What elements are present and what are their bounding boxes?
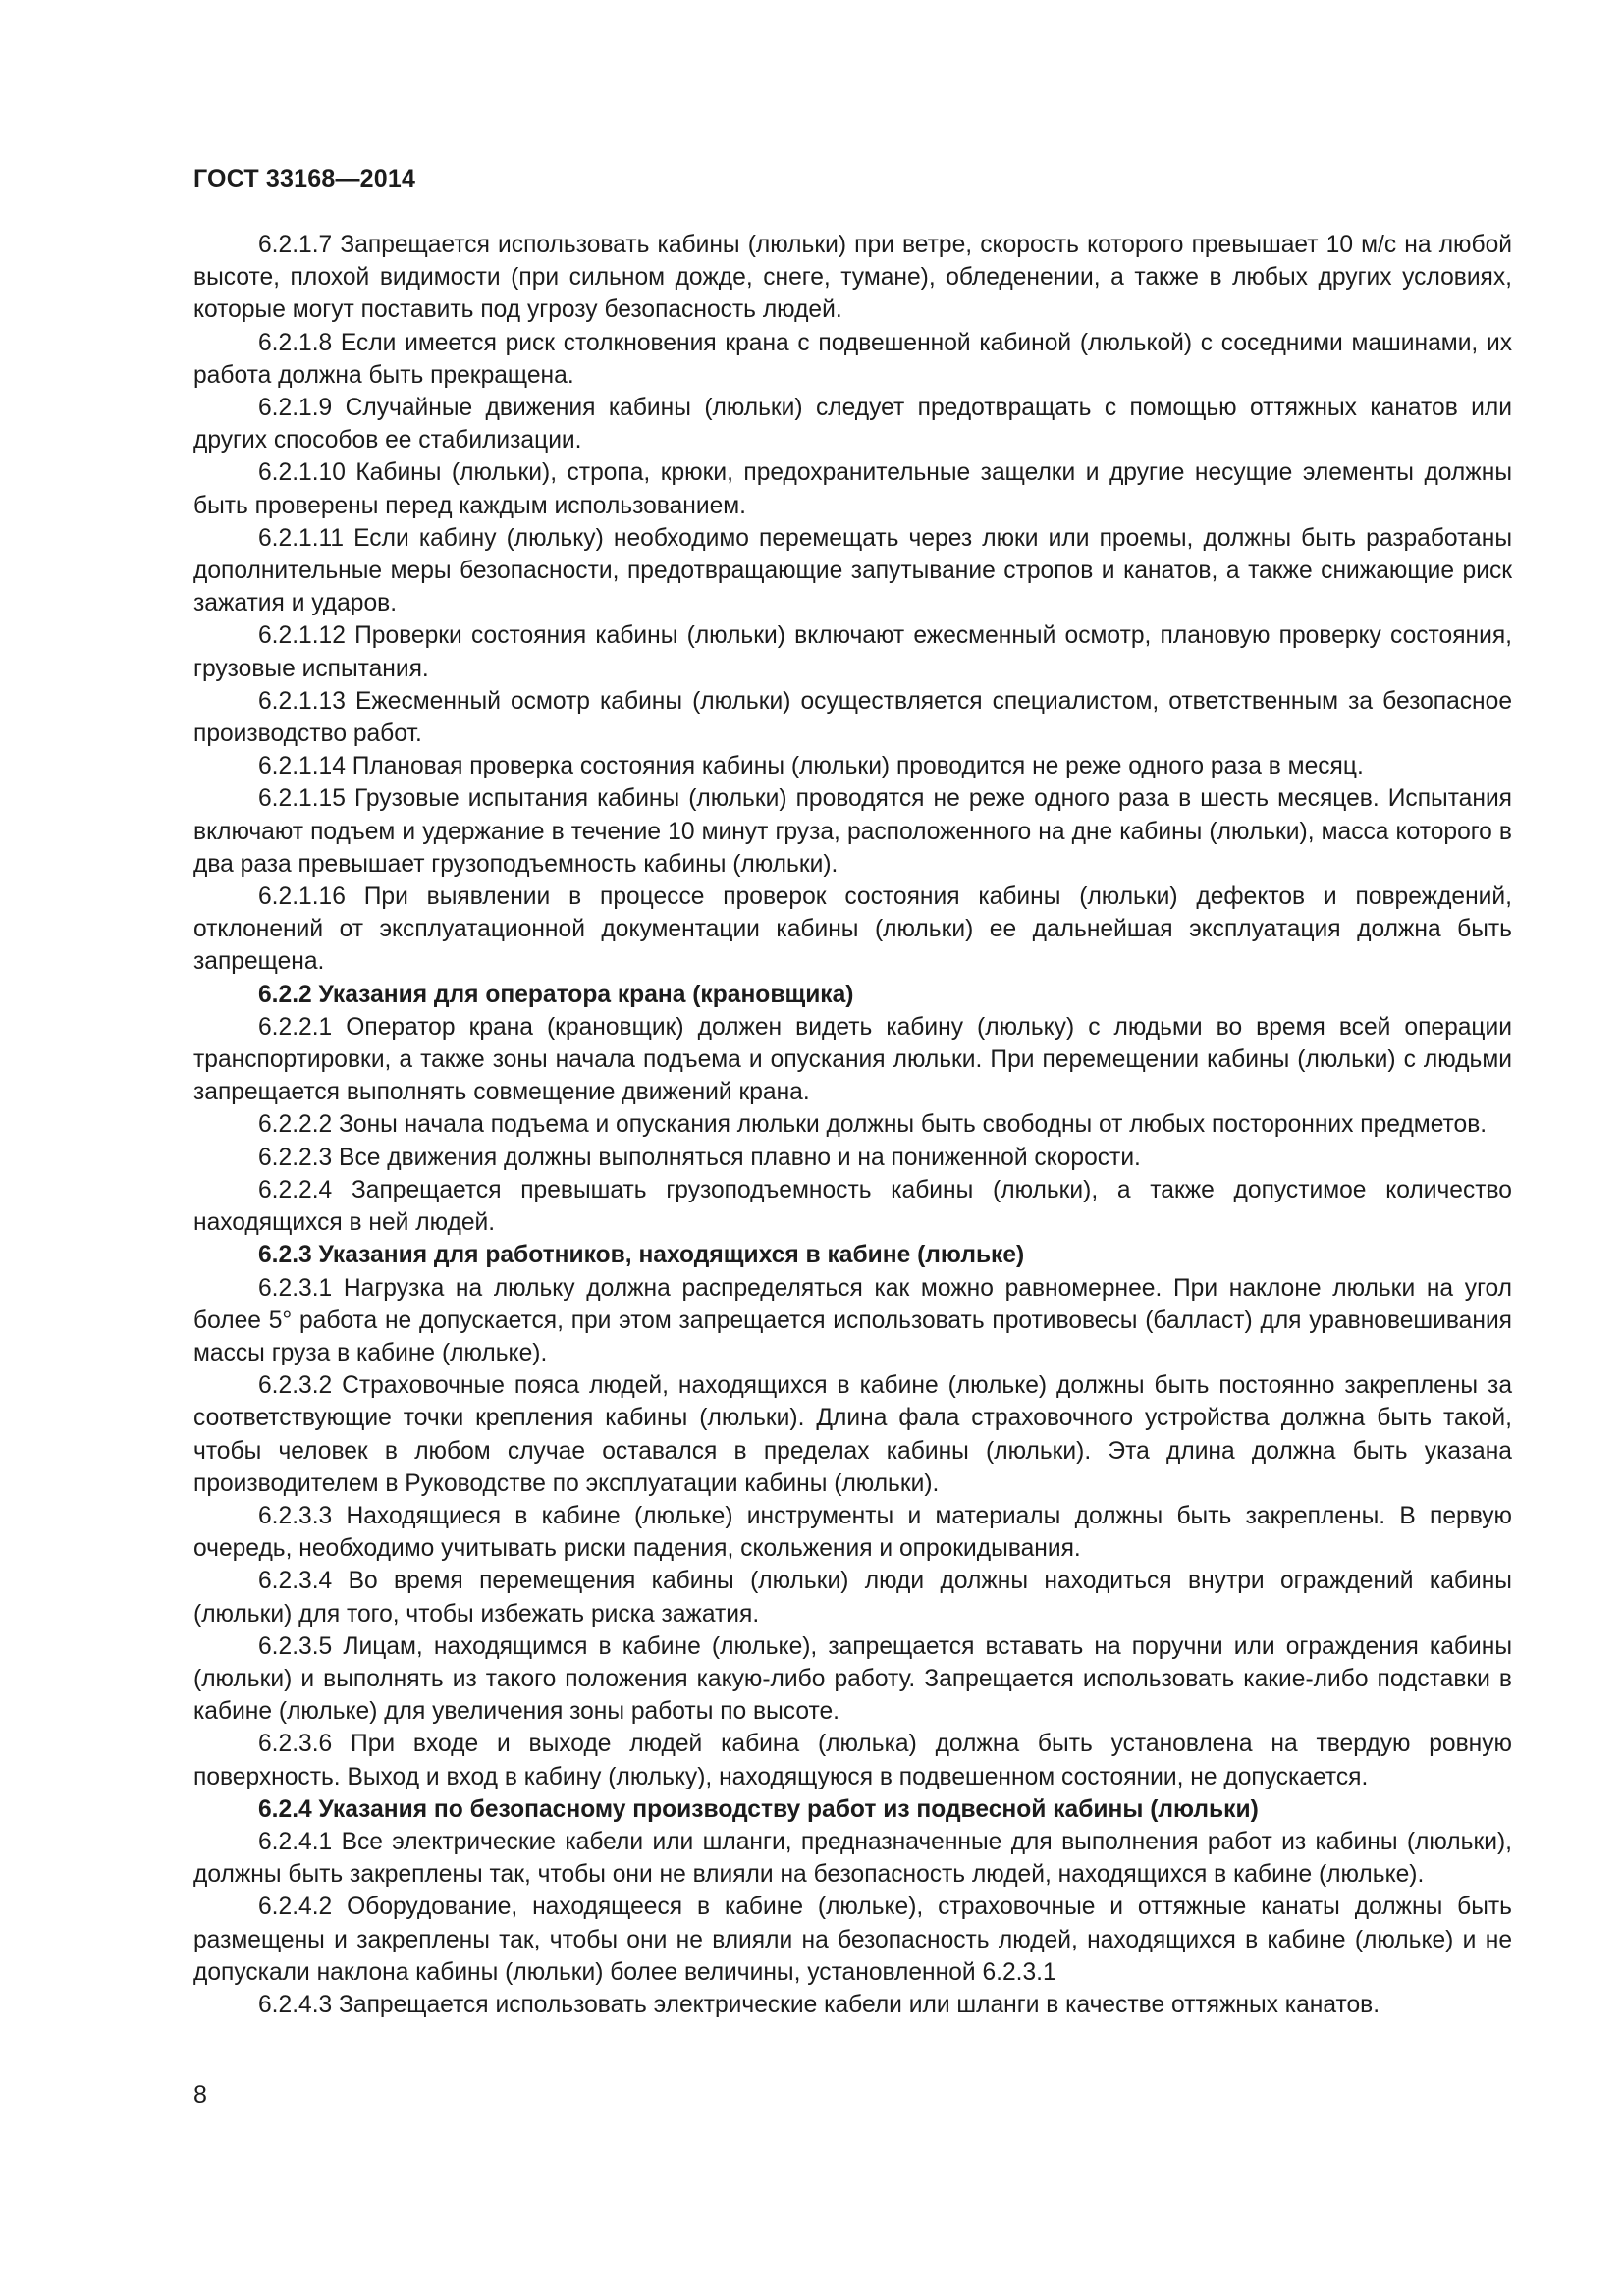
paragraph-6-2-2-4: 6.2.2.4 Запрещается превышать грузоподъемность кабины (люльки), а также допустимое количество находящихся в ней людей. (193, 1176, 1512, 1237)
paragraph-6-2-1-8: 6.2.1.8 Если имеется риск столкновения крана с подвешенной кабиной (люлькой) с соседними машинами, их работа должна быть прекращена. (193, 329, 1512, 389)
paragraph-6-2-2-2: 6.2.2.2 Зоны начала подъема и опускания люльки должны быть свободны от любых посторонних предметов. (258, 1111, 1488, 1139)
section-heading-6-2-4: 6.2.4 Указания по безопасному производству работ из подвесной кабины (люльки) (258, 1795, 1259, 1823)
paragraph-6-2-1-10: 6.2.1.10 Кабины (люльки), стропа, крюки, предохранительные защелки и другие несущие элементы должны быть проверены перед каждым использованием. (193, 459, 1512, 519)
page-number: 8 (193, 2081, 207, 2109)
paragraph-6-2-3-1: 6.2.3.1 Нагрузка на люльку должна распределяться как можно равномернее. При наклоне люльки на угол более 5° работа не допускается, при этом запрещается использовать противовесы (балласт) для уравновешивания массы груза в кабине (люльке). (193, 1274, 1512, 1366)
paragraph-6-2-1-7: 6.2.1.7 Запрещается использовать кабины (люльки) при ветре, скорость которого превышает 10 м/с на любой высоте, плохой видимости (при сильном дожде, снеге, тумане), обледенении, а также в любых других условиях, которые могут поставить под угрозу безопасность людей. (193, 232, 1512, 324)
paragraph-6-2-4-3: 6.2.4.3 Запрещается использовать электрические кабели или шланги в качестве оттяжных канатов. (258, 1991, 1380, 2018)
paragraph-6-2-3-4: 6.2.3.4 Во время перемещения кабины (люльки) люди должны находиться внутри ограждений кабины (люльки) для того, чтобы избежать риска зажатия. (193, 1568, 1512, 1628)
paragraph-6-2-3-2: 6.2.3.2 Страховочные пояса людей, находящихся в кабине (люльке) должны быть постоянно закреплены за соответствующие точки крепления кабины (люльки). Длина фала страховочного устройства должна быть такой, чтобы человек в любом случае оставался в пределах кабины (люльки). Эта длина должна быть указана производителем в Руководстве по эксплуатации кабины (люльки). (193, 1372, 1512, 1497)
paragraph-6-2-3-3: 6.2.3.3 Находящиеся в кабине (люльке) инструменты и материалы должны быть закреплены. В первую очередь, необходимо учитывать риски падения, скольжения и опрокидывания. (193, 1502, 1512, 1563)
paragraph-6-2-1-14: 6.2.1.14 Плановая проверка состояния кабины (люльки) проводится не реже одного раза в месяц. (258, 753, 1364, 780)
paragraph-6-2-1-13: 6.2.1.13 Ежесменный осмотр кабины (люльки) осуществляется специалистом, ответственным за безопасное производство работ. (193, 687, 1512, 748)
paragraph-6-2-1-16: 6.2.1.16 При выявлении в процессе проверок состояния кабины (люльки) дефектов и повреждений, отклонений от эксплуатационной документации кабины (люльки) ее дальнейшая эксплуатация должна быть запрещена. (193, 883, 1512, 976)
paragraph-6-2-1-12: 6.2.1.12 Проверки состояния кабины (люльки) включают ежесменный осмотр, плановую проверку состояния, грузовые испытания. (193, 622, 1512, 682)
paragraph-6-2-2-1: 6.2.2.1 Оператор крана (крановщик) должен видеть кабину (люльку) с людьми во время всей операции транспортировки, а также зоны начала подъема и опускания люльки. При перемещении кабины (люльки) с людьми запрещается выполнять совмещение движений крана. (193, 1013, 1512, 1106)
document-body (193, 229, 1512, 2021)
paragraph-6-2-3-6: 6.2.3.6 При входе и выходе людей кабина (люлька) должна быть установлена на твердую ровную поверхность. Выход и вход в кабину (люльку), находящуюся в подвешенном состоянии, не допускается. (193, 1731, 1512, 1790)
paragraph-6-2-4-1: 6.2.4.1 Все электрические кабели или шланги, предназначенные для выполнения работ из кабины (люльки), должны быть закреплены так, чтобы они не влияли на безопасность людей, находящихся в кабине (люльке). (193, 1828, 1512, 1889)
paragraph-6-2-1-11: 6.2.1.11 Если кабину (люльку) необходимо перемещать через люки или проемы, должны быть разработаны дополнительные меры безопасности, предотвращающие запутывание стропов и канатов, а также снижающие риск зажатия и ударов. (193, 524, 1512, 617)
section-heading-6-2-2: 6.2.2 Указания для оператора крана (крановщика) (258, 981, 854, 1008)
paragraph-6-2-4-2: 6.2.4.2 Оборудование, находящееся в кабине (люльке), страховочные и оттяжные канаты должны быть размещены и закреплены так, чтобы они не влияли на безопасность людей, находящихся в кабине (люльке) и не допускали наклона кабины (люльки) более величины, установленной 6.2.3.1 (193, 1894, 1512, 1986)
paragraph-6-2-3-5: 6.2.3.5 Лицам, находящимся в кабине (люльке), запрещается вставать на поручни или ограждения кабины (люльки) и выполнять из такого положения какую-либо работу. Запрещается использовать какие-либо подставки в кабине (люльке) для увеличения зоны работы по высоте. (193, 1632, 1512, 1726)
paragraph-6-2-1-9: 6.2.1.9 Случайные движения кабины (люльки) следует предотвращать с помощью оттяжных канатов или других способов ее стабилизации. (193, 395, 1512, 454)
paragraph-6-2-1-15: 6.2.1.15 Грузовые испытания кабины (люльки) проводятся не реже одного раза в шесть месяцев. Испытания включают подъем и удержание в течение 10 минут груза, расположенного на дне кабины (люльки), масса которого в два раза превышает грузоподъемность кабины (люльки). (193, 785, 1512, 878)
section-heading-6-2-3: 6.2.3 Указания для работников, находящихся в кабине (люльке) (258, 1242, 1025, 1269)
standard-number-header: ГОСТ 33168—2014 (193, 165, 416, 192)
paragraph-6-2-2-3: 6.2.2.3 Все движения должны выполняться плавно и на пониженной скорости. (258, 1144, 1141, 1171)
